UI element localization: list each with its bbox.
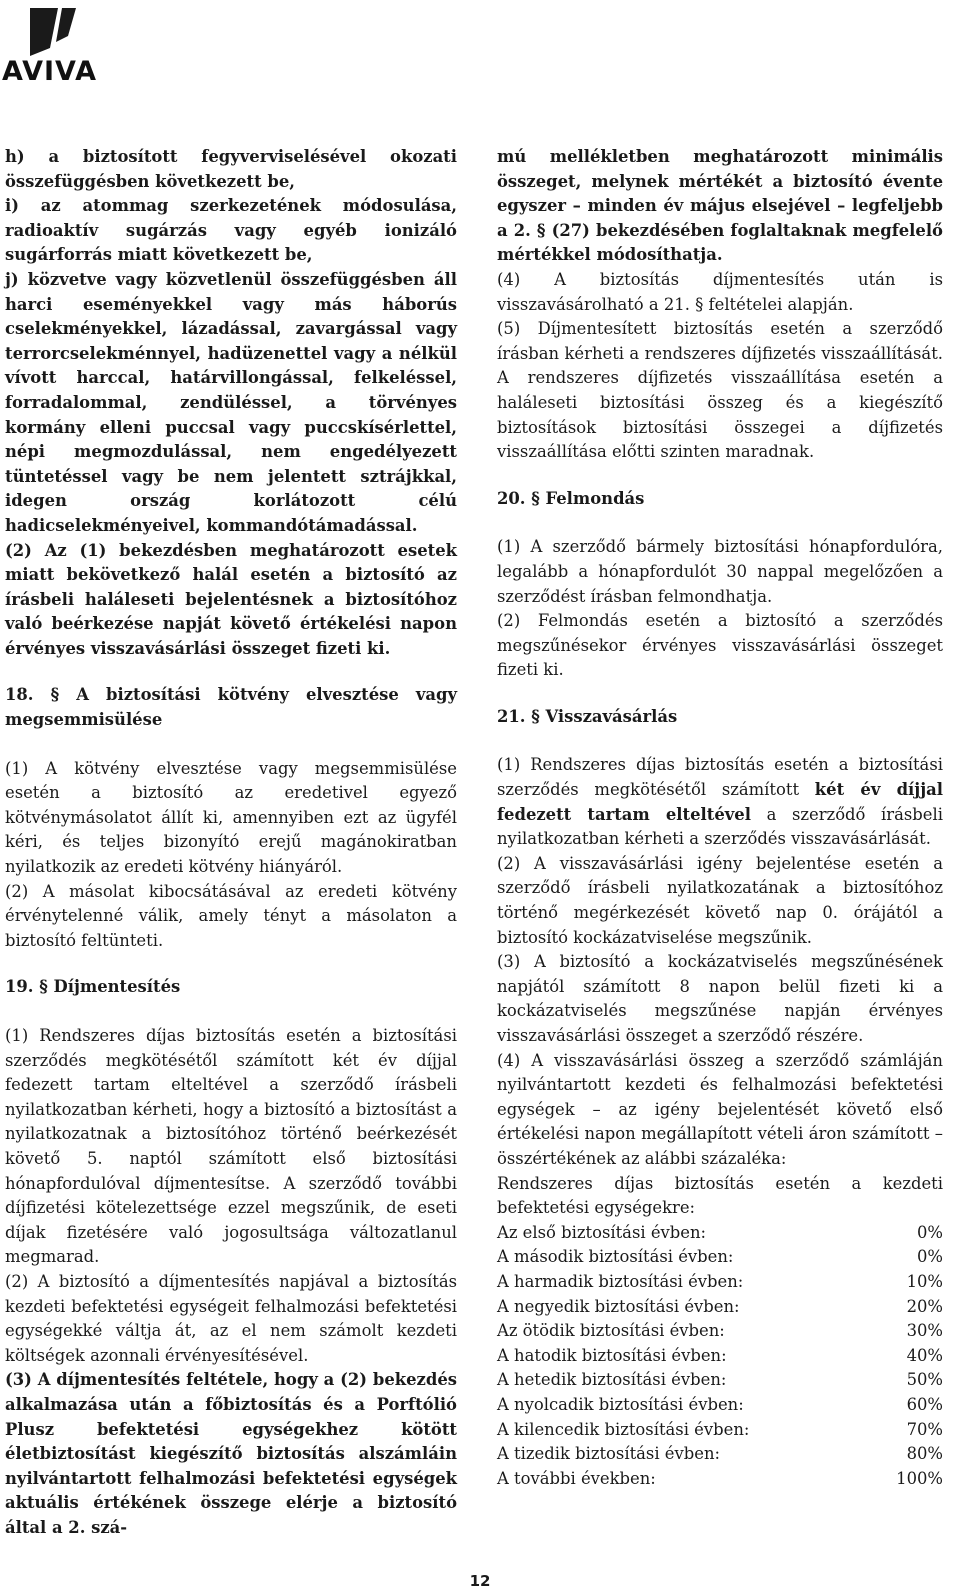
paragraph: (1) Rendszeres díjas biztosítás esetén a biztosítási szerződés megkötésétől számított két év díjjal fedezett tartam elteltével a szerződő írásbeli nyilatkozatban kérheti, hogy a biztosító a biztosítást a nyilatkozatnak a biztosítóhoz történő beérkezését követő 5. naptól számított első biztosítási hónapfordulóval díjmentesítse. A szerződő további díjfizetési kötelezettsége ezzel megszűnik, de eseti díjak fizetésére való jogosultsága változatlanul megmarad. (5, 1026, 457, 1267)
rate-value: 30% (906, 1321, 943, 1341)
paragraph: (4) A biztosítás díjmentesítés után is visszavásárolható a 21. § feltételei alapján. (497, 269, 943, 314)
section-heading-20: 20. § Felmondás (497, 488, 645, 508)
rate-value: 50% (906, 1370, 943, 1390)
rate-label: A negyedik biztosítási évben: (497, 1296, 740, 1316)
paragraph: Rendszeres díjas biztosítás esetén a kezdeti befektetési egységekre: (497, 1173, 943, 1218)
rate-value: 20% (906, 1296, 943, 1316)
rate-value: 10% (906, 1271, 943, 1291)
table-row (497, 1393, 943, 1418)
paragraph: (2) A biztosító a díjmentesítés napjával a biztosítás kezdeti befektetési egységeit felhalmozási befektetési egységekké váltja át, az el nem számolt kezdeti költségek azonnali érvényesítésével. (5, 1271, 457, 1365)
brand-name: AVIVA (2, 56, 97, 87)
text-span: (1) Rendszeres díjas biztosítás esetén a biztosítási szerződés megkötésétől számított (497, 755, 943, 800)
table-row (497, 1245, 943, 1270)
paragraph: (2) A visszavásárlási igény bejelentése esetén a szerződő írásbeli nyilatkozatának a biztosítóhoz történő megérkezését követő nap 0. órájától a biztosító kockázatviselése megszűnik. (497, 853, 943, 947)
table-row (497, 1295, 943, 1320)
paragraph: (2) Az (1) bekezdésben meghatározott esetek miatt bekövetkező halál esetén a biztosító az írásbeli haláleseti bejelentésnek a biztosítóhoz való beérkezése napját követő értékelési napon érvényes visszavásárlási összeget fizeti ki. (5, 540, 457, 658)
rate-value: 100% (896, 1468, 943, 1488)
section-heading-19: 19. § Díjmentesítés (5, 977, 181, 997)
paragraph: mú mellékletben meghatározott minimális összeget, melynek mértékét a biztosító évente egyszer – minden év május elsejével – legfeljebb a 2. § (27) bekezdésében foglaltaknak megfelelő mértékkel módosíthatja. (497, 147, 943, 265)
rate-label: A második biztosítási évben: (497, 1247, 734, 1267)
text-span-bold: két év díjjal fedezett tartam elteltével (497, 780, 943, 824)
paragraph: j) közvetve vagy közvetlenül összefüggésben áll harci eseményekkel vagy más háborús cselekményekkel, lázadással, zavargással vagy terrorcselekménnyel, hadüzenettel vagy a nélkül vívott harccal, határvillongással, felkeléssel, forradalommal, zendüléssel, a törvényes kormány elleni puccsal vagy puccskísérlettel, népi megmozdulással, nem engedélyezett tüntetéssel vagy be nem jelentett sztrájkkal, idegen ország korlátozott célú hadicselekményeivel, kommandótámadással. (5, 269, 457, 535)
section-heading-21: 21. § Visszavásárlás (497, 706, 678, 726)
rate-label: A kilencedik biztosítási évben: (497, 1419, 750, 1439)
left-column (5, 145, 457, 1540)
paragraph: (2) A másolat kibocsátásával az eredeti kötvény érvénytelenné válik, amely tényt a másolaton a biztosító feltünteti. (5, 881, 457, 950)
paragraph: i) az atommag szerkezetének módosulása, radioaktív sugárzás vagy egyéb ionizáló sugárforrás miatt következett be, (5, 196, 457, 265)
right-column (497, 145, 943, 1491)
paragraph: (3) A díjmentesítés feltétele, hogy a (2) bekezdés alkalmazása után a főbiztosítás és a Porftólió Plusz befektetési egységekhez kötött életbiztosítást kiegészítő biztosítás alszámláin nyilvántartott felhalmozási befektetési egységek aktuális értékének összege elérje a biztosító által a 2. szá- (5, 1370, 457, 1537)
rate-value: 60% (906, 1394, 943, 1414)
table-row (497, 1418, 943, 1443)
rate-label: A hatodik biztosítási évben: (497, 1345, 727, 1365)
surrender-rates-table (497, 1221, 943, 1492)
paragraph: (2) Felmondás esetén a biztosító a szerződés megszűnésekor érvényes visszavásárlási összeget fizeti ki. (497, 611, 943, 680)
paragraph: (1) A kötvény elvesztése vagy megsemmisülése esetén a biztosító az eredetivel egyező kötvénymásolatot állít ki, amennyiben ezt az ügyfél kéri, és teljes bizonyító erejű magánokiratban nyilatkozik az eredeti kötvény hiányáról. (5, 758, 457, 877)
table-row (497, 1467, 943, 1492)
rate-value: 0% (916, 1247, 943, 1267)
rate-value: 80% (906, 1444, 943, 1464)
paragraph: (4) A visszavásárlási összeg a szerződő számláján nyilvántartott kezdeti és felhalmozási befektetési egységek – az igény bejelentését követő első értékelési napon megállapított vételi áron számított – összértékének az alábbi százaléka: (497, 1050, 943, 1168)
rate-value: 40% (906, 1345, 943, 1365)
rate-label: A nyolcadik biztosítási évben: (497, 1394, 744, 1414)
rate-label: Az első biztosítási évben: (497, 1222, 707, 1242)
paragraph (497, 753, 943, 851)
table-row (497, 1221, 943, 1246)
rate-label: A harmadik biztosítási évben: (497, 1271, 744, 1291)
text-span: a szerződő írásbeli nyilatkozatban kérheti a szerződés visszavásárlását. (497, 804, 943, 849)
paragraph: (1) A szerződő bármely biztosítási hónapfordulóra, legalább a hónapfordulót 30 nappal megelőzően a szerződést írásban felmondhatja. (497, 537, 943, 606)
table-row (497, 1344, 943, 1369)
aviva-logo (0, 4, 110, 87)
rate-value: 70% (906, 1419, 943, 1439)
paragraph: h) a biztosított fegyverviselésével okozati összefüggésben következett be, (5, 147, 457, 191)
rate-label: A további években: (497, 1468, 656, 1488)
rate-value: 0% (916, 1222, 943, 1242)
section-heading-18: 18. § A biztosítási kötvény elvesztése vagy megsemmisülése (5, 685, 457, 730)
rate-label: Az ötödik biztosítási évben: (497, 1321, 725, 1341)
rate-label: A tizedik biztosítási évben: (497, 1444, 721, 1464)
table-row (497, 1442, 943, 1467)
table-row (497, 1319, 943, 1344)
paragraph: (5) Díjmentesített biztosítás esetén a szerződő írásban kérheti a rendszeres díjfizetés visszaállítását. A rendszeres díjfizetés visszaállítása esetén a haláleseti biztosítási összeg és a kiegészítő biztosítások biztosítási összegei a díjfizetés visszaállítása előtti szinten maradnak. (497, 319, 943, 462)
rate-label: A hetedik biztosítási évben: (497, 1370, 727, 1390)
table-row (497, 1368, 943, 1393)
page-number: 12 (469, 1572, 491, 1590)
table-row (497, 1270, 943, 1295)
aviva-logo-icon (0, 4, 110, 60)
paragraph: (3) A biztosító a kockázatviselés megszűnésének napjától számított 8 napon belül fizeti ki a kockázatviselés megszűnése napján érvényes visszavásárlási összeget a szerződő részére. (497, 952, 943, 1045)
